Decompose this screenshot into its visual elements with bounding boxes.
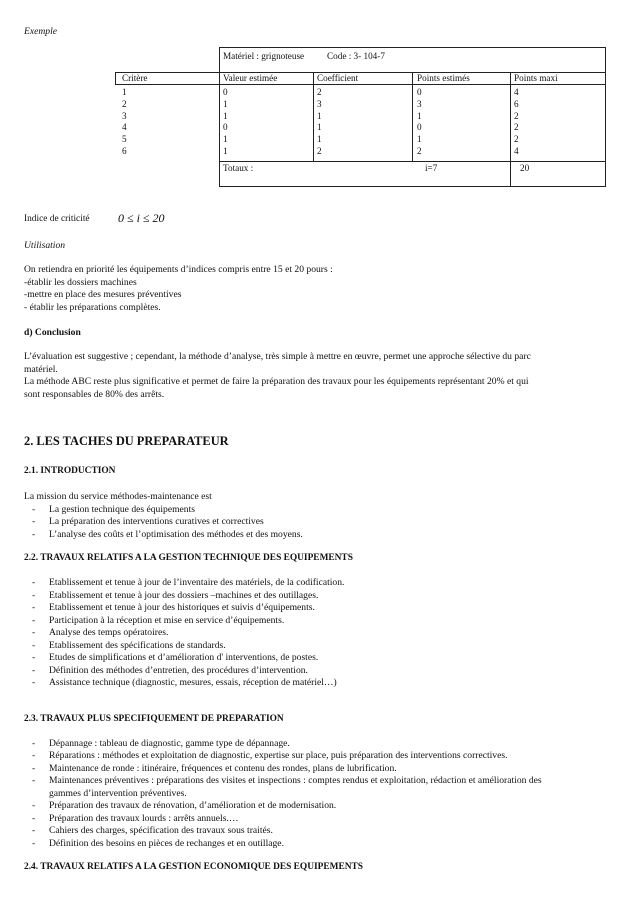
column-coefficient: 2 3 1 1 1 2 bbox=[317, 87, 322, 156]
section-2-3-heading: 2.3. TRAVAUX PLUS SPECIFIQUEMENT DE PREPARATION bbox=[24, 714, 284, 724]
header-critere: Critère bbox=[122, 73, 148, 83]
column-points-maxi: 4 6 2 2 2 4 bbox=[514, 87, 519, 156]
section-2-2-heading: 2.2. TRAVAUX RELATIFS A LA GESTION TECHNIQUE DES EQUIPEMENTS bbox=[24, 553, 353, 563]
conclusion-paragraph: L’évaluation est suggestive ; cependant, la méthode d’analyse, très simple à mettre en œuvre, permet une approche sélective du parc matériel. La méthode ABC reste plus significative et permet de faire la préparation des travaux pour les équipements représentant 20% et qui sont responsables de 80% des arrêts. bbox=[24, 351, 531, 400]
utilisation-paragraph: On retiendra en priorité les équipements d’indices compris entre 15 et 20 pours : -établir les dossiers machines -mettre en place des mesures préventives - établir les préparations complètes. bbox=[24, 264, 333, 313]
header-valeur-estimee: Valeur estimée bbox=[223, 73, 278, 83]
column-valeur-estimee: 0 1 1 0 1 1 bbox=[223, 87, 228, 156]
header-points-maxi: Points maxi bbox=[514, 73, 558, 83]
section-2-1-intro: La mission du service méthodes-maintenance est bbox=[24, 491, 212, 502]
indice-label: Indice de criticité bbox=[24, 214, 90, 224]
totaux-points: i=7 bbox=[425, 163, 438, 173]
conclusion-heading: d) Conclusion bbox=[24, 327, 81, 338]
column-points-estimes: 0 3 1 0 1 2 bbox=[417, 87, 422, 156]
totaux-maxi: 20 bbox=[520, 163, 530, 173]
header-points-estimes: Points estimés bbox=[417, 73, 470, 83]
code-label: Code : 3- 104-7 bbox=[327, 51, 385, 61]
indice-formula: 0 ≤ i ≤ 20 bbox=[118, 211, 165, 225]
criticality-table bbox=[115, 47, 606, 187]
section-2-1-heading: 2.1. INTRODUCTION bbox=[24, 466, 116, 476]
column-critere: 1 2 3 4 5 6 bbox=[122, 87, 127, 156]
totaux-label: Totaux : bbox=[223, 163, 254, 173]
header-coefficient: Coefficient bbox=[317, 73, 359, 83]
document-page: Exemple Matériel : grignoteuse Code : 3- 104-7 Critère Valeur estimée Coefficient Points estimés Points maxi 1 2 3 4 5 6 0 1 1 0 1 1 2 3 1 1 1 2 0 3 1 0 1 2 4 6 2 2 2 4 Totaux : i=7 20 Indice de criticité 0 ≤ i ≤ 20 Utilisation On retiendra en priorité les équipements d’indices compris entre 15 et 20 pours : -établir les dossiers machines -mettre en place des mesures préventives - établir les préparations complètes. d) Conclusion L’évaluation est suggestive ; cependant, la méthode d’analyse, très simple à mettre en œuvre, permet une approche sélective du parc matériel. La méthode ABC reste plus significative et permet de faire la préparation des travaux pour les équipements représentant 20% et qui sont responsables de 80% des arrêts. 2. LES TACHES DU PREPARATEUR 2.1. INTRODUCTION La mission du service méthodes-maintenance est - La gestion technique des équipements - La préparation des interventions curatives et correctives - L’analyse des coûts et l’optimisation des méthodes et des moyens. 2.2. TRAVAUX RELATIFS A LA GESTION TECHNIQUE DES EQUIPEMENTS - Etablissement et tenue à jour de l’inventaire des matériels, de la codification. - Etablissement et tenue à jour des dossiers –machines et des outillages. - Etablissement et tenue à jour des historiques et suivis d’équipements. - Participation à la réception et mise en service d’équipements. - Analyse des temps opératoires. - Etablissement des spécifications de standards. - Etudes de simplifications et d’amélioration d' interventions, de postes. - Définition des méthodes d’entretien, des procédures d’intervention. - Assistance technique (diagnostic, mesures, essais, réception de matériel…) 2.3. TRAVAUX PLUS SPECIFIQUEMENT DE PREPARATION - Dépannage : tableau de diagnostic, gamme type de dépannage. - Réparations : méthodes et exploitation de diagnostic, expertise sur place, puis préparation des interventions correctives. - Maintenance de ronde : itinéraire, fréquences et contenu des rondes, plans de lubrification. - Maintenances préventives : préparations des visites et inspections : comptes rendus et exploitation, rédaction et amélioration des gammes d’intervention préventives. - Préparation des travaux de rénovation, d’amélioration et de modernisation. - Préparation des travaux lourds : arrêts annuels.… - Cahiers des charges, spécification des travaux sous traités. - Définition des besoins en pièces de rechanges et en outillage. 2.4. TRAVAUX RELATIFS A LA GESTION ECONOMIQUE DES EQUIPEMENTS bbox=[0, 0, 638, 902]
example-label: Exemple bbox=[24, 26, 58, 37]
section-2-heading: 2. LES TACHES DU PREPARATEUR bbox=[24, 434, 229, 448]
materiel-label: Matériel : grignoteuse bbox=[223, 51, 305, 61]
utilisation-label: Utilisation bbox=[24, 240, 66, 251]
section-2-4-heading: 2.4. TRAVAUX RELATIFS A LA GESTION ECONOMIQUE DES EQUIPEMENTS bbox=[24, 862, 363, 872]
